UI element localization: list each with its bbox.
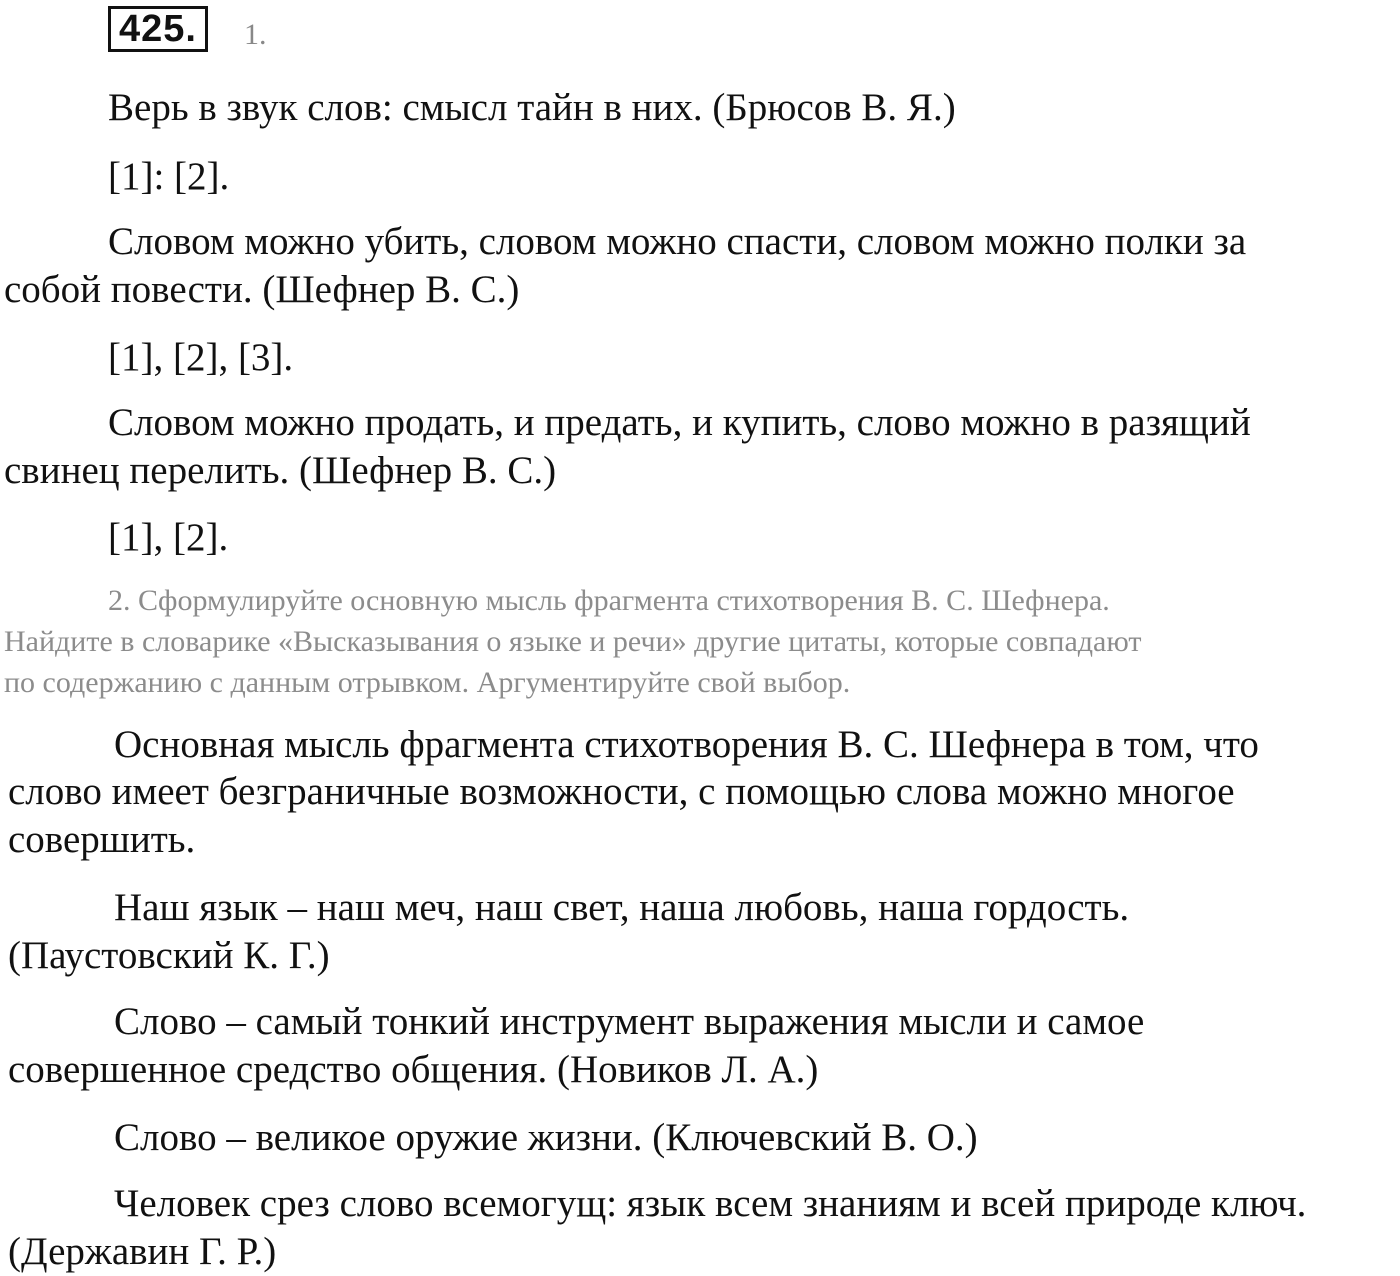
answer-line: совершить.: [8, 818, 196, 861]
quote-line: Слово – великое оружие жизни. (Ключевский В. О.): [114, 1116, 978, 1159]
quote-line: Человек срез слово всемогущ: язык всем знаниям и всей природе ключ.: [114, 1182, 1307, 1225]
quote-line: собой повести. (Шефнер В. С.): [4, 268, 520, 311]
task-instruction-line: по содержанию с данным отрывком. Аргументируйте свой выбор.: [4, 666, 851, 699]
quote-line: свинец перелить. (Шефнер В. С.): [4, 449, 557, 492]
answer-line: слово имеет безграничные возможности, с помощью слова можно многое: [8, 770, 1235, 813]
quote-line: Наш язык – наш меч, наш свет, наша любовь, наша гордость.: [114, 886, 1130, 929]
answer-line: Основная мысль фрагмента стихотворения В. С. Шефнера в том, что: [114, 723, 1259, 766]
quote-line: (Державин Г. Р.): [8, 1230, 277, 1273]
task-instruction-line: Найдите в словарике «Высказывания о языке и речи» другие цитаты, которые совпадают: [4, 625, 1142, 658]
scheme-line: [1]: [2].: [108, 155, 230, 198]
exercise-header: [108, 4, 266, 54]
quote-line: (Паустовский К. Г.): [8, 934, 330, 977]
quote-line: Словом можно убить, словом можно спасти, словом можно полки за: [108, 220, 1247, 263]
quote-line: совершенное средство общения. (Новиков Л. А.): [8, 1048, 819, 1091]
scheme-line: [1], [2].: [108, 516, 229, 559]
task-number-box: 425.: [108, 6, 208, 52]
scheme-line: [1], [2], [3].: [108, 336, 294, 379]
quote-line: Словом можно продать, и предать, и купить, слово можно в разящий: [108, 401, 1251, 444]
part-one-label: 1.: [243, 18, 267, 51]
quote-line: Слово – самый тонкий инструмент выражения мысли и самое: [114, 1000, 1145, 1043]
quote-line: Верь в звук слов: смысл тайн в них. (Брюсов В. Я.): [108, 86, 956, 129]
task-instruction-line: 2. Сформулируйте основную мысль фрагмента стихотворения В. С. Шефнера.: [108, 584, 1110, 617]
